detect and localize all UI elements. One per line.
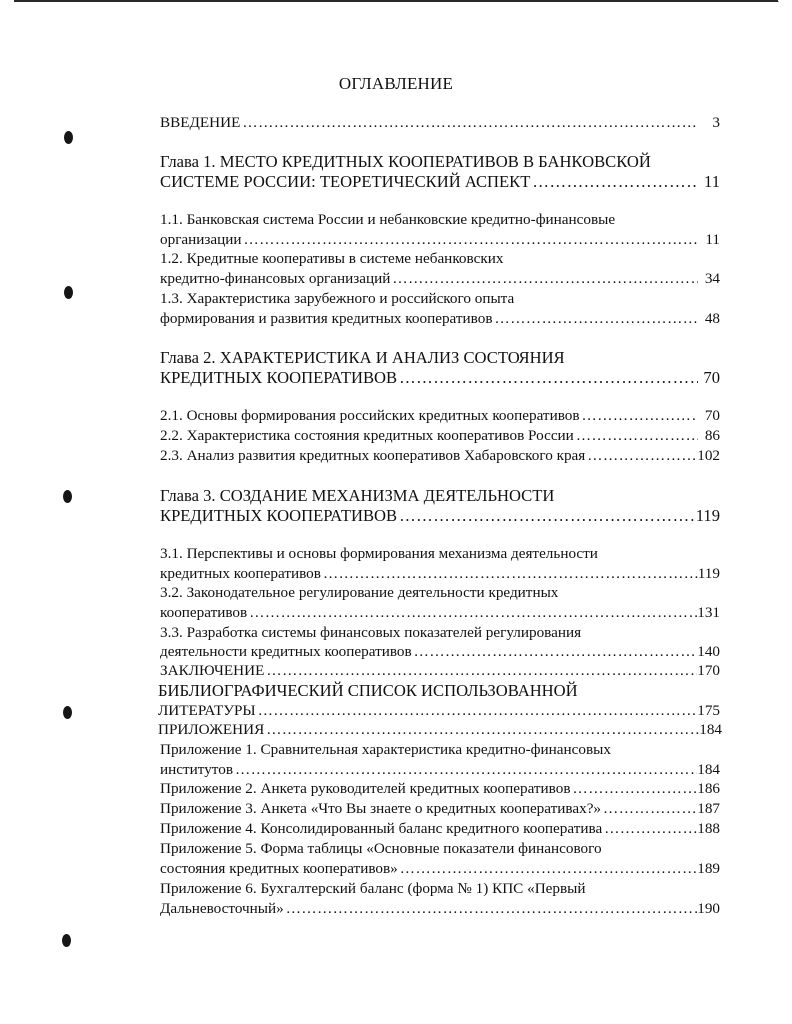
toc-section: деятельности кредитных кооперативов ………………………………………………………………………………………………………………………………………………………………………… 140 [160, 643, 720, 663]
toc-leader-dots [242, 231, 698, 249]
toc-leader-dots [574, 427, 698, 445]
toc-appendix: Приложение 2. Анкета руководителей кредитных кооперативов ………………………………………………………………………………………………………………………………………………………………………… 186 [160, 780, 720, 800]
binder-hole-mark [63, 706, 72, 719]
toc-page-number: 131 [697, 604, 720, 621]
toc-leader-dots [398, 860, 697, 878]
toc-appendix: Дальневосточный» ………………………………………………………………………………………………………………………………………………………………………… 190 [160, 900, 720, 920]
toc-leader-dots [284, 900, 698, 918]
toc-chapter-heading: Глава 3. СОЗДАНИЕ МЕХАНИЗМА ДЕЯТЕЛЬНОСТИ [160, 486, 555, 505]
toc-leader-dots [247, 604, 697, 622]
toc-section: 1.3. Характеристика зарубежного и российского опыта [160, 290, 515, 307]
toc-chapter-heading: СИСТЕМЕ РОССИИ: ТЕОРЕТИЧЕСКИЙ АСПЕКТ ………………………………………………………………………………………………………………………………………………………………………… 11 [160, 172, 720, 194]
toc-appendix: Приложение 3. Анкета «Что Вы знаете о кредитных кооперативах?» ………………………………………………………………………………………………………………………………………………………………………… 187 [160, 800, 720, 820]
toc-appendix: Приложение 5. Форма таблицы «Основные показатели финансового [160, 840, 602, 857]
scan-corner-mark [757, 0, 787, 10]
toc-page-number: 184 [697, 761, 720, 778]
toc-section: 3.1. Перспективы и основы формирования механизма деятельности [160, 545, 598, 562]
toc-chapter-heading: КРЕДИТНЫХ КООПЕРАТИВОВ ………………………………………………………………………………………………………………………………………………………………………… 119 [160, 506, 720, 528]
toc-entry-bibliography: БИБЛИОГРАФИЧЕСКИЙ СПИСОК ИСПОЛЬЗОВАННОЙ [158, 681, 578, 700]
toc-leader-dots [601, 800, 697, 818]
toc-leader-dots [397, 368, 698, 388]
toc-page-number: 186 [697, 780, 720, 797]
toc-section: кредитно-финансовых организаций ………………………………………………………………………………………………………………………………………………………………………… 34 [160, 270, 720, 290]
toc-page-number: 70 [704, 407, 720, 424]
toc-leader-dots [580, 407, 698, 425]
toc-section: 3.3. Разработка системы финансовых показателей регулирования [160, 624, 582, 641]
toc-page-number: 187 [697, 800, 720, 817]
toc-page-number: 190 [697, 900, 720, 917]
toc-section: 1.1. Банковская система России и небанковские кредитно-финансовые [160, 211, 616, 228]
toc-entry-conclusion: ЗАКЛЮЧЕНИЕ ………………………………………………………………………………………………………………………………………………………………………… 170 [160, 662, 720, 682]
toc-page-number: 189 [697, 860, 720, 877]
toc-appendix: Приложение 4. Консолидированный баланс кредитного кооператива ………………………………………………………………………………………………………………………………………………………………………… 188 [160, 820, 720, 840]
toc-leader-dots [256, 702, 698, 720]
toc-page-number: 119 [695, 506, 720, 525]
toc-section: формирования и развития кредитных кооперативов ………………………………………………………………………………………………………………………………………………………………………… 48 [160, 310, 720, 330]
toc-page-number: 3 [712, 114, 720, 131]
toc-page-number: 188 [697, 820, 720, 837]
toc-chapter-heading: КРЕДИТНЫХ КООПЕРАТИВОВ ………………………………………………………………………………………………………………………………………………………………………… 70 [160, 368, 720, 390]
toc-section: кредитных кооперативов ………………………………………………………………………………………………………………………………………………………………………… 119 [160, 565, 720, 585]
toc-entry-intro [160, 114, 720, 134]
toc-page-number: 11 [704, 172, 720, 191]
toc-page-number: 102 [697, 447, 720, 464]
binder-hole-mark [64, 286, 73, 299]
toc-entry-appendices: ПРИЛОЖЕНИЯ ………………………………………………………………………………………………………………………………………………………………………… 184 [158, 721, 722, 741]
toc-section: 2.2. Характеристика состояния кредитных кооперативов России ………………………………………………………………………………………………………………………………………………………………………… 86 [160, 427, 720, 447]
toc-appendix: институтов ………………………………………………………………………………………………………………………………………………………………………… 184 [160, 761, 720, 781]
toc-page-number: 184 [699, 721, 722, 738]
toc-page-number: 119 [697, 565, 720, 582]
toc-chapter-heading: Глава 2. ХАРАКТЕРИСТИКА И АНАЛИЗ СОСТОЯНИЯ [160, 348, 565, 367]
binder-hole-mark [63, 490, 72, 503]
toc-leader-dots [321, 565, 698, 583]
toc-page-number: 11 [705, 231, 720, 248]
toc-page-number: 34 [704, 270, 720, 287]
toc-leader-dots [397, 506, 696, 526]
page-title: ОГЛАВЛЕНИЕ [338, 74, 454, 93]
toc-leader-dots [602, 820, 697, 838]
toc-section: 1.2. Кредитные кооперативы в системе небанковских [160, 250, 504, 267]
toc-page-number: 175 [697, 702, 720, 719]
binder-hole-mark [62, 934, 71, 947]
toc-leader-dots [240, 114, 698, 132]
toc-leader-dots [233, 761, 697, 779]
toc-leader-dots [530, 172, 698, 192]
toc-section: кооперативов ………………………………………………………………………………………………………………………………………………………………………… 131 [160, 604, 720, 624]
scan-edge-line [14, 0, 778, 2]
toc-appendix: Приложение 1. Сравнительная характеристика кредитно-финансовых [160, 741, 611, 758]
toc-leader-dots [264, 662, 697, 680]
toc-page-number: 48 [704, 310, 720, 327]
toc-appendix: состояния кредитных кооперативов» ………………………………………………………………………………………………………………………………………………………………………… 189 [160, 860, 720, 880]
toc-section: 3.2. Законодательное регулирование деятельности кредитных [160, 584, 559, 601]
toc-chapter-heading: Глава 1. МЕСТО КРЕДИТНЫХ КООПЕРАТИВОВ В БАНКОВСКОЙ [160, 152, 651, 171]
toc-page-number: 140 [697, 643, 720, 660]
toc-section: 2.1. Основы формирования российских кредитных кооперативов ………………………………………………………………………………………………………………………………………………………………………… 70 [160, 407, 720, 427]
toc-leader-dots [264, 721, 699, 739]
toc-entry-bibliography: ЛИТЕРАТУРЫ ………………………………………………………………………………………………………………………………………………………………………… 175 [158, 702, 720, 722]
binder-hole-mark [64, 131, 73, 144]
toc-section: организации ………………………………………………………………………………………………………………………………………………………………………… 11 [160, 231, 720, 251]
toc-page-number: 86 [704, 427, 720, 444]
toc-leader-dots [493, 310, 698, 328]
toc-page-number: 170 [697, 662, 720, 679]
toc-entry-text: ВВЕДЕНИЕ [160, 114, 241, 131]
toc-leader-dots [390, 270, 698, 288]
toc-section: 2.3. Анализ развития кредитных кооперативов Хабаровского края ………………………………………………………………………………………………………………………………………………………………………… 102 [160, 447, 720, 467]
toc-leader-dots [571, 780, 698, 798]
toc-leader-dots [585, 447, 697, 465]
toc-appendix: Приложение 6. Бухгалтерский баланс (форма № 1) КПС «Первый [160, 880, 586, 897]
toc-leader-dots [412, 643, 698, 661]
toc-page-number: 70 [703, 368, 720, 387]
